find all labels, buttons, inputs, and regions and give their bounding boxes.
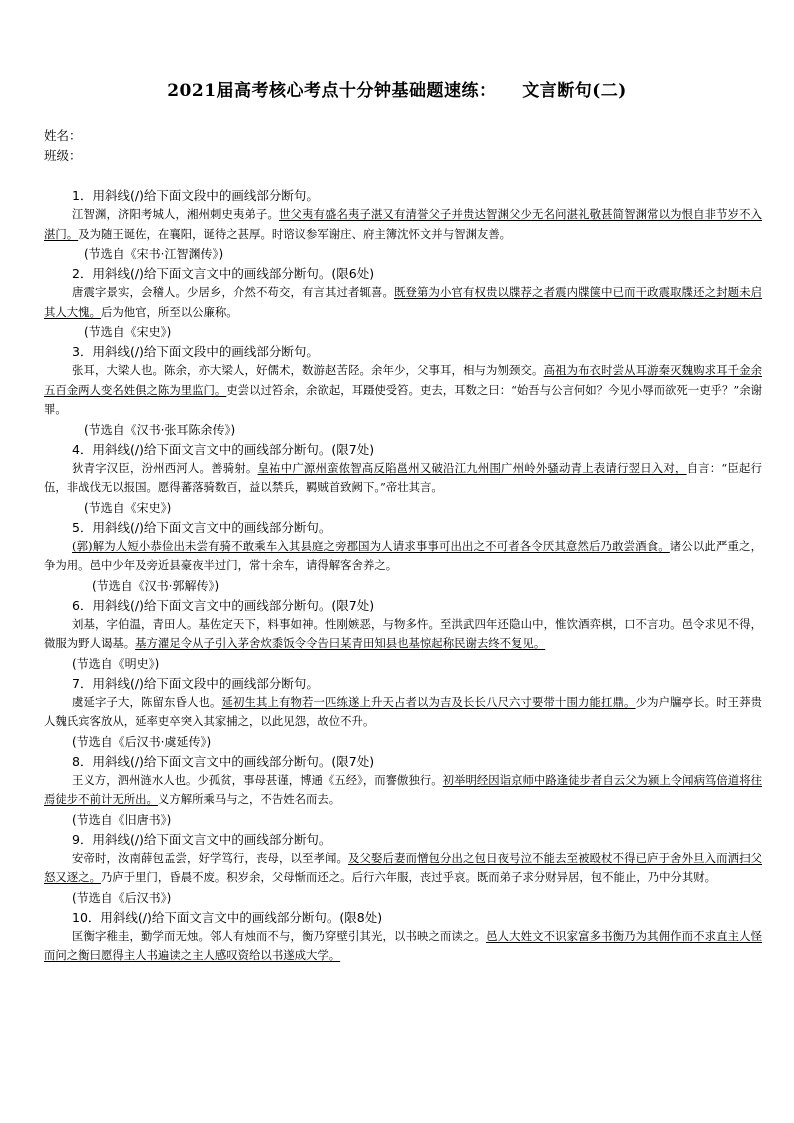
underlined-text: 邑人大姓文不识家富多书衡乃为其佣作而不求直主人怪而问之衡曰愿得主人书遍读之主人感叹资给以书遂成大学。 bbox=[44, 928, 762, 962]
question-item bbox=[44, 518, 762, 596]
question-passage bbox=[44, 537, 762, 576]
underlined-text: (郭)解为人短小恭俭出未尝有骑不敢乘车入其县庭之旁郡国为人请求事事可出出之不可者各令厌其意然后乃敢尝酒食。 bbox=[72, 538, 670, 553]
question-passage bbox=[44, 283, 762, 322]
passage-text: 江智渊，济阳考城人，湘州刺史夷弟子。 bbox=[72, 207, 280, 221]
passage-text: 张耳，大梁人也。陈余，亦大梁人，好儒术，数游赵苦陉。余年少，父事耳，相与为刎颈交。 bbox=[72, 363, 544, 377]
passage-text: 诸公以此严重之，争为用。邑中少年及旁近县豪夜半过门，常十余车，请得解客舍养之。 bbox=[44, 538, 762, 572]
source-note: (节选自《宋史》) bbox=[84, 325, 172, 339]
question-prompt: 9．用斜线(/)给下面文言文中的画线部分断句。 bbox=[72, 831, 332, 847]
question-passage bbox=[44, 771, 762, 810]
question-prompt: 8．用斜线(/)给下面文言文中的画线部分断句。(限7处) bbox=[72, 753, 375, 769]
source-note: (节选自《后汉书》) bbox=[72, 890, 172, 905]
question-passage bbox=[44, 615, 762, 654]
question-passage bbox=[44, 927, 762, 966]
question-list bbox=[44, 186, 762, 966]
question-prompt: 4．用斜线(/)给下面文言文中的画线部分断句。(限7处) bbox=[72, 441, 375, 457]
question-item bbox=[44, 264, 762, 342]
question-prompt: 6．用斜线(/)给下面文言文中的画线部分断句。(限7处) bbox=[72, 597, 375, 613]
passage-text: 匡衡字稚圭，勤学而无烛。邻人有烛而不与，衡乃穿壁引其光，以书映之而读之。 bbox=[72, 928, 487, 943]
source-note: (节选自《宋书·江智渊传》) bbox=[84, 247, 224, 261]
underlined-text: 既登第为小官有权贵以牒荐之者震内牒箧中已而干政震取牒还之封题未启其人大愧。 bbox=[44, 285, 762, 319]
underlined-text: 皇祐中广源州蛮侬智高反陷邕州又破沿江九州围广州岭外骚动青上表请行翌日入对， bbox=[257, 460, 687, 475]
source-note: (节选自《后汉书·虞延传》) bbox=[72, 734, 212, 749]
underlined-text: 高祖为布衣时尝从耳游秦灭魏购求耳千金余五百金两人变名姓俱之陈为里监门。 bbox=[44, 363, 762, 397]
passage-text: 少为户牖亭长。时王莽贵人魏氏宾客放从，延率吏卒突入其家捕之，以此见怨，故位不升。 bbox=[44, 694, 762, 728]
question-passage bbox=[44, 205, 762, 244]
underlined-text: 延初生其上有物若一匹练遂上升天占者以为吉及长长八尺六寸要带十围力能扛鼎。 bbox=[221, 694, 636, 709]
question-item bbox=[44, 674, 762, 752]
question-passage bbox=[44, 459, 762, 498]
question-prompt: 10．用斜线(/)给下面文言文中的画线部分断句。(限8处) bbox=[72, 909, 383, 925]
question-item bbox=[44, 596, 762, 674]
source-note: (节选自《汉书·郭解传》) bbox=[92, 578, 220, 593]
passage-text: 吏尝以过笞余，余欲起，耳蹑使受笞。吏去，耳数之曰：“始吾与公言何如？今见小辱而欲死一吏乎？”余谢罪。 bbox=[44, 382, 762, 416]
question-prompt: 7．用斜线(/)给下面文段中的画线部分断句。 bbox=[72, 675, 319, 691]
source-note: (节选自《汉书·张耳陈余传》) bbox=[84, 422, 236, 437]
source-note: (节选自《宋史》) bbox=[84, 500, 172, 515]
class-label: 班级： bbox=[44, 148, 82, 163]
passage-text: 自言：“臣起行伍，非战伐无以报国。愿得蕃落骑数百，益以禁兵，羁贼首致阙下。”帝壮其言。 bbox=[44, 460, 762, 494]
page-title: 2021届高考核心考点十分钟基础题速练： 文言断句(二) bbox=[167, 81, 627, 101]
passage-text: 虞延字子大，陈留东昏人也。 bbox=[72, 694, 222, 709]
underlined-text: 世父夷有盛名夷子湛又有清誉父子并贵达智渊父少无名问湛礼敬甚简智渊常以为恨自非节岁不入湛门。 bbox=[44, 207, 762, 241]
question-passage bbox=[44, 693, 762, 732]
passage-text: 及为随王诞佐，在襄阳，诞待之甚厚。时谘议参军谢庄、府主簿沈怀文并与智渊友善。 bbox=[78, 226, 512, 241]
question-item bbox=[44, 908, 762, 966]
underlined-text: 初举明经因诣京师中路逢徒步者自云父为颍上令闻病笃倍道将往焉徒步不前计无所出。 bbox=[44, 772, 762, 806]
passage-text: 王义方，泗州涟水人也。少孤贫，事母甚谨，博通《五经》，而謇傲独行。 bbox=[72, 772, 443, 787]
question-item bbox=[44, 440, 762, 518]
passage-text: 后为他官，所至以公廉称。 bbox=[100, 304, 238, 319]
question-prompt: 5．用斜线(/)给下面文言文中的画线部分断句。 bbox=[72, 519, 332, 535]
passage-text: 安帝时，汝南薛包孟尝，好学笃行，丧母，以至孝闻。 bbox=[72, 850, 349, 865]
passage-text: 义方解所乘马与之，不告姓名而去。 bbox=[157, 792, 341, 806]
question-item bbox=[44, 186, 762, 264]
passage-text: 唐震字景实，会稽人。少居乡，介然不苟交，有言其过者辄喜。 bbox=[72, 285, 395, 299]
question-passage bbox=[44, 849, 762, 888]
question-item bbox=[44, 752, 762, 830]
source-note: (节选自《明史》) bbox=[72, 656, 160, 671]
underlined-text: 及父娶后妻而憎包分出之包日夜号泣不能去至被殴杖不得已庐于舍外旦入而洒扫父怒又逐之。 bbox=[44, 850, 762, 884]
passage-text: 狄青字汉臣，汾州西河人。善骑射。 bbox=[72, 460, 258, 475]
name-label: 姓名： bbox=[44, 128, 82, 143]
question-item bbox=[44, 830, 762, 908]
question-prompt: 3．用斜线(/)给下面文段中的画线部分断句。 bbox=[72, 344, 319, 359]
passage-text: 乃庐于里门，昏晨不废。积岁余，父母惭而还之。后行六年服，丧过乎哀。既而弟子求分财异居，包不能止，乃中分其财。 bbox=[100, 870, 717, 884]
question-prompt: 1．用斜线(/)给下面文段中的画线部分断句。 bbox=[72, 188, 319, 203]
passage-text: 刘基，字伯温，青田人。基佐定天下，料事如神。性刚嫉恶，与物多忤。至洪武四年还隐山中，惟饮酒弈棋，口不言功。邑令求见不得，微服为野人谒基。 bbox=[44, 616, 762, 650]
question-item bbox=[44, 342, 762, 440]
underlined-text: 基方濯足令从子引入茅舍炊黍饭令令告曰某青田知县也基惊起称民谢去终不复见。 bbox=[135, 636, 546, 650]
question-prompt: 2．用斜线(/)给下面文言文中的画线部分断句。(限6处) bbox=[72, 266, 375, 281]
question-passage bbox=[44, 361, 762, 420]
source-note: (节选自《旧唐书》) bbox=[72, 812, 172, 827]
